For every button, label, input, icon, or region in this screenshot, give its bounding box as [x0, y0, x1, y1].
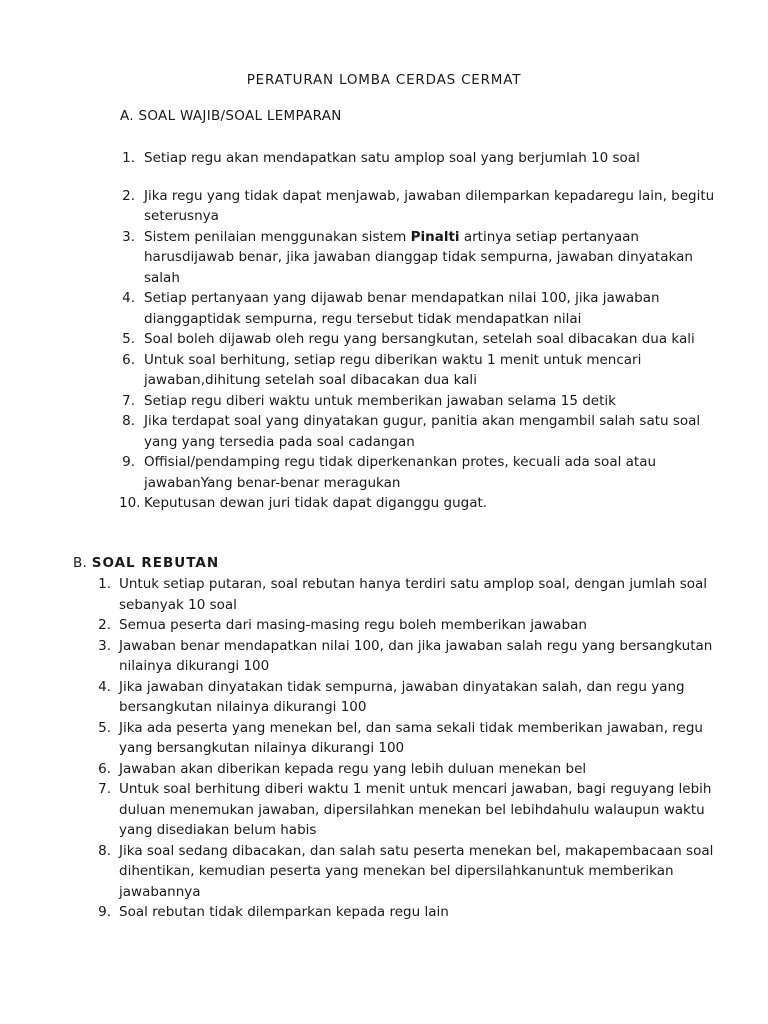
- list-item: [95, 574, 715, 615]
- item-text: Jawaban akan diberikan kepada regu yang lebih duluan menekan bel: [119, 760, 587, 777]
- item-number: 7.: [122, 392, 135, 409]
- item-number: 1.: [98, 576, 111, 592]
- list-item: [95, 841, 715, 903]
- item-number: 6.: [122, 351, 135, 368]
- item-number: 2.: [98, 617, 111, 633]
- section-b-title: SOAL REBUTAN: [91, 555, 220, 571]
- list-item: [119, 148, 719, 169]
- item-text: Setiap regu akan mendapatkan satu amplop soal yang berjumlah 10 soal: [144, 150, 640, 166]
- item-text: Untuk soal berhitung, setiap regu diberikan waktu 1 menit untuk mencari jawaban,dihitung setelah soal dibacakan dua kali: [144, 351, 642, 388]
- item-text: Jika regu yang tidak dapat menjawab, jawaban dilemparkan kepadaregu lain, begitu seterusnya: [144, 187, 715, 224]
- item-number: 3.: [98, 637, 111, 654]
- list-item: [119, 411, 719, 452]
- list-item: [119, 227, 719, 289]
- item-text: Soal rebutan tidak dilemparkan kepada regu lain: [119, 904, 449, 920]
- item-number: 7.: [98, 781, 111, 797]
- list-item: [119, 452, 719, 493]
- section-a-heading: A. SOAL WAJIB/SOAL LEMPARAN: [120, 108, 342, 124]
- item-number: 2.: [122, 187, 135, 204]
- item-number: 10.: [119, 495, 141, 511]
- list-item: [119, 391, 719, 412]
- item-text: Untuk setiap putaran, soal rebutan hanya terdiri satu amplop soal, dengan jumlah soal sebanyak 10 soal: [119, 576, 708, 613]
- item-text-after: artinya setiap pertanyaan harusdijawab benar, jika jawaban dianggap tidak sempurna, jawaban dinyatakan salah: [144, 228, 693, 286]
- item-number: 5.: [122, 331, 135, 347]
- section-b-heading: [73, 555, 219, 571]
- item-number: 3.: [122, 228, 135, 245]
- item-text: Jika terdapat soal yang dinyatakan gugur, panitia akan mengambil salah satu soal yang yang tersedia pada soal cadangan: [144, 413, 701, 450]
- item-text: Semua peserta dari masing-masing regu boleh memberikan jawaban: [119, 617, 587, 633]
- section-b-prefix: B.: [73, 555, 88, 571]
- list-item: [119, 350, 719, 391]
- item-number: 8.: [122, 413, 135, 429]
- item-text-before: Sistem penilaian menggunakan sistem: [144, 228, 411, 245]
- item-text: Setiap pertanyaan yang dijawab benar mendapatkan nilai 100, jika jawaban dianggaptidak sempurna, regu tersebut tidak mendapatkan nilai: [144, 290, 660, 327]
- list-item: [95, 615, 715, 636]
- item-text: Jika soal sedang dibacakan, dan salah satu peserta menekan bel, makapembacaan soal dihentikan, kemudian peserta yang menekan bel dipersilahkanuntuk memberikan jawabannya: [119, 842, 714, 900]
- section-b-list: [95, 574, 715, 923]
- item-text: Jika ada peserta yang menekan bel, dan sama sekali tidak memberikan jawaban, regu yang bersangkutan nilainya dikurangi 100: [119, 719, 703, 756]
- item-text: Untuk soal berhitung diberi waktu 1 menit untuk mencari jawaban, bagi reguyang lebih duluan menemukan jawaban, dipersilahkan menekan bel lebihdahulu walaupun waktu yang disediakan belum habis: [119, 781, 712, 838]
- item-number: 1.: [122, 150, 135, 166]
- page-title: PERATURAN LOMBA CERDAS CERMAT: [246, 72, 522, 88]
- section-a-list: [119, 148, 719, 514]
- item-number: 4.: [98, 678, 111, 695]
- item-number: 6.: [98, 760, 111, 777]
- list-item: [95, 677, 715, 718]
- item-text: Keputusan dewan juri tidak dapat diganggu gugat.: [144, 495, 488, 511]
- item-text: Jika jawaban dinyatakan tidak sempurna, jawaban dinyatakan salah, dan regu yang bersangkutan nilainya dikurangi 100: [119, 678, 685, 715]
- item-bold-term: Pinalti: [410, 228, 460, 245]
- item-number: 9.: [122, 454, 135, 470]
- item-number: 9.: [98, 904, 111, 920]
- item-text: Setiap regu diberi waktu untuk memberikan jawaban selama 15 detik: [144, 392, 616, 409]
- list-item: [119, 186, 719, 227]
- item-text: Soal boleh dijawab oleh regu yang bersangkutan, setelah soal dibacakan dua kali: [144, 331, 695, 347]
- list-item: [95, 718, 715, 759]
- item-text: Jawaban benar mendapatkan nilai 100, dan jika jawaban salah regu yang bersangkutan nilainya dikurangi 100: [119, 637, 713, 674]
- list-item: [95, 779, 715, 841]
- list-item: [95, 759, 715, 780]
- list-item: [119, 288, 719, 329]
- list-item: [119, 493, 719, 514]
- list-item: [95, 636, 715, 677]
- item-number: 4.: [122, 290, 135, 306]
- item-text: Offisial/pendamping regu tidak diperkenankan protes, kecuali ada soal atau jawabanYang benar-benar meragukan: [144, 454, 657, 491]
- item-number: 5.: [98, 719, 111, 736]
- item-number: 8.: [98, 842, 111, 859]
- item-text: [119, 227, 719, 289]
- list-item: [119, 329, 719, 350]
- list-item: [95, 902, 715, 923]
